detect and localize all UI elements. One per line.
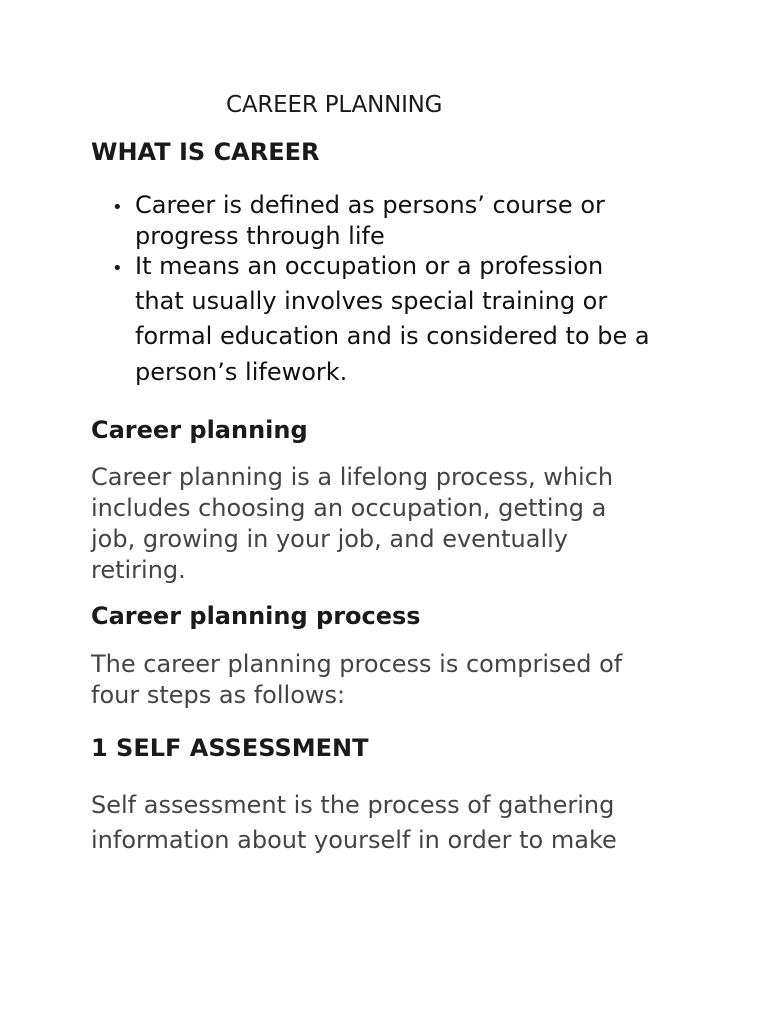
heading-career-planning-process: Career planning process (91, 602, 421, 630)
process-line-2: four steps as follows: (91, 681, 346, 709)
career-planning-line-3: job, growing in your job, and eventually (91, 525, 569, 553)
self-assessment-line-2: information about yourself in order to make (91, 826, 617, 854)
bullet-2-line-3: formal education and is considered to be a (135, 322, 650, 350)
career-planning-line-1: Career planning is a lifelong process, which (91, 463, 614, 491)
heading-career-planning: Career planning (91, 416, 308, 444)
career-planning-line-4: retiring. (91, 556, 186, 584)
heading-what-is-career: WHAT IS CAREER (91, 138, 320, 166)
process-line-1: The career planning process is comprised of (91, 650, 623, 678)
bullet-1-line-1: Career is defined as persons’ course or (135, 191, 605, 219)
self-assessment-line-1: Self assessment is the process of gathering (91, 791, 615, 819)
bullet-marker: • (112, 258, 123, 279)
bullet-2-line-1: It means an occupation or a profession (135, 252, 604, 280)
bullet-1-line-2: progress through life (135, 222, 385, 250)
career-planning-line-2: includes choosing an occupation, getting a (91, 494, 607, 522)
bullet-2-line-4: person’s lifework. (135, 358, 348, 386)
heading-self-assessment: 1 SELF ASSESSMENT (91, 734, 369, 762)
document-title: CAREER PLANNING (226, 92, 443, 118)
bullet-marker: • (112, 197, 123, 218)
bullet-2-line-2: that usually involves special training or (135, 287, 608, 315)
